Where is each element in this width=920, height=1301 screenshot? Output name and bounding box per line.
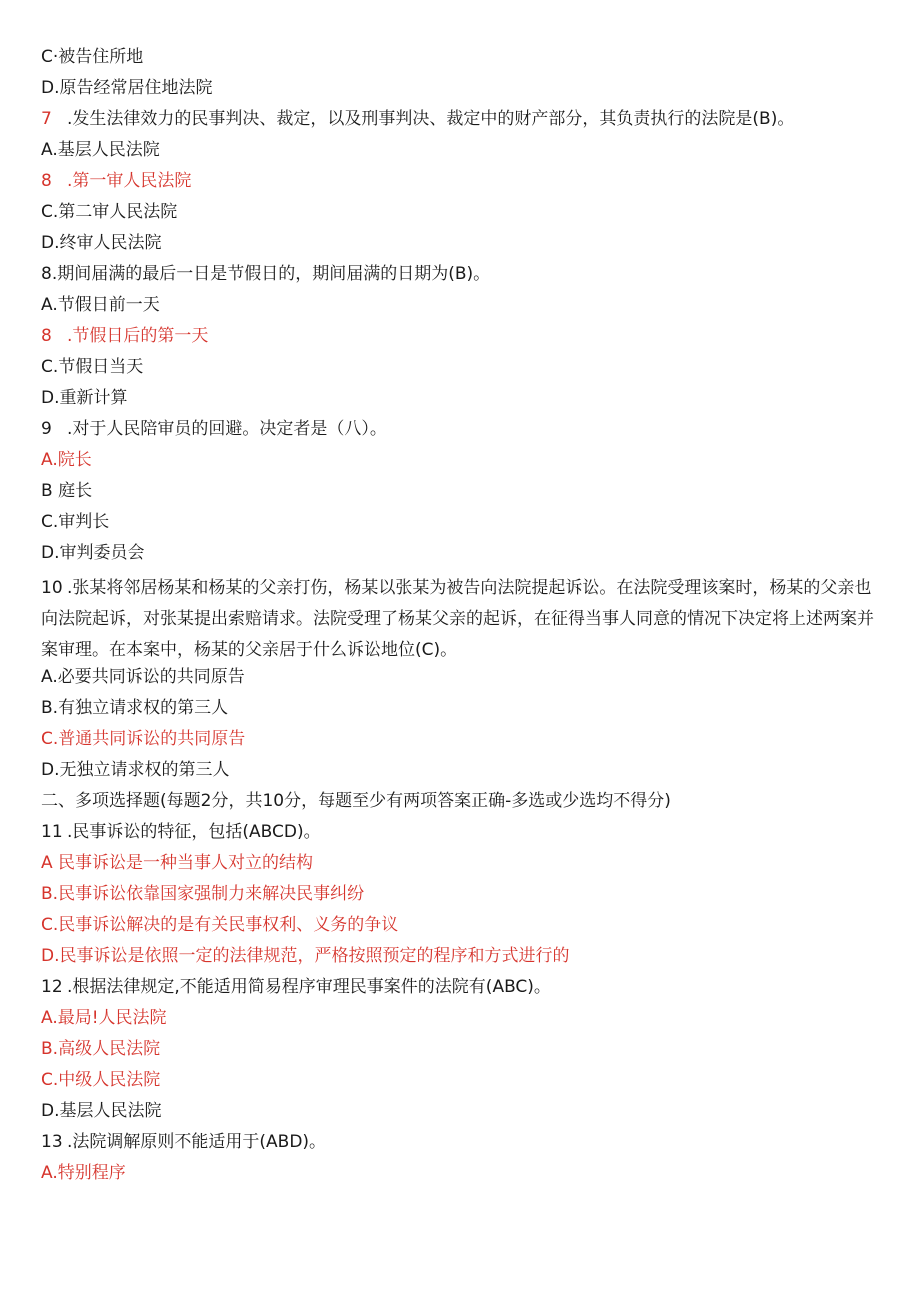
line-text: D.民事诉讼是依照一定的法律规范，严格按照预定的程序和方式进行的	[41, 946, 570, 966]
line-text: B.高级人民法院	[41, 1039, 161, 1059]
document-line	[41, 201, 177, 223]
line-text: .法院调解原则不能适用于(ABD)。	[67, 1132, 327, 1152]
document-line	[41, 480, 92, 502]
document-line	[41, 387, 128, 409]
line-text: C.节假日当天	[41, 357, 144, 377]
line-text: A.基层人民法院	[41, 140, 160, 160]
line-text: .张某将邻居杨某和杨某的父亲打伤，杨某以张某为被告向法院提起诉讼。在法院受理该案时，杨某的父亲也向法院起诉，对张某提出索赔请求。法院受理了杨某父亲的起诉，在征得当事人同意的情况下决定将上述两案并案审理。在本案中，杨某的父亲居于什么诉讼地位(C)。	[41, 578, 874, 660]
document-line	[41, 108, 794, 130]
line-text: D.基层人民法院	[41, 1101, 162, 1121]
question-number: 13	[41, 1132, 63, 1152]
line-text: A.必要共同诉讼的共同原告	[41, 667, 245, 687]
document-line	[41, 1069, 160, 1091]
line-text: D.无独立请求权的第三人	[41, 760, 230, 780]
line-text: D.原告经常居住地法院	[41, 78, 213, 98]
line-text: C.审判长	[41, 512, 110, 532]
document-line	[41, 1007, 167, 1029]
document-line	[41, 1162, 126, 1184]
question-number: 8	[41, 326, 52, 346]
document-line	[41, 77, 213, 99]
document-line	[41, 976, 551, 998]
document-line	[41, 666, 245, 688]
document-line	[41, 852, 313, 874]
question-number: 10	[41, 578, 63, 598]
line-text: B 庭长	[41, 481, 93, 501]
document-line	[41, 232, 162, 254]
document-line	[41, 356, 143, 378]
document-line	[41, 418, 387, 440]
document-line	[41, 573, 883, 666]
document-line	[41, 542, 145, 564]
line-text: .根据法律规定,不能适用简易程序审理民事案件的法院有(ABC)。	[67, 977, 551, 997]
line-text: D.审判委员会	[41, 543, 145, 563]
line-text: 二、多项选择题(每题2分，共10分，每题至少有两项答案正确-多选或少选均不得分)	[41, 791, 671, 811]
line-text: .对于人民陪审员的回避。决定者是（八）。	[67, 419, 387, 439]
document-line	[41, 697, 228, 719]
document-line	[41, 449, 92, 471]
document-line	[41, 759, 230, 781]
line-text: C·被告住所地	[41, 47, 144, 67]
line-text: .发生法律效力的民事判决、裁定，以及刑事判决、裁定中的财产部分，其负责执行的法院是(B)。	[67, 109, 795, 129]
question-number: 11	[41, 822, 63, 842]
line-text: B.有独立请求权的第三人	[41, 698, 229, 718]
document-line	[41, 945, 570, 967]
document-line	[41, 821, 321, 843]
line-text: C.民事诉讼解决的是有关民事权利、义务的争议	[41, 915, 399, 935]
line-text: A 民事诉讼是一种当事人对立的结构	[41, 853, 314, 873]
line-text: D.终审人民法院	[41, 233, 162, 253]
question-number: 7	[41, 109, 52, 129]
line-text: A.节假日前一天	[41, 295, 160, 315]
document-line	[41, 728, 245, 750]
question-number: 9	[41, 419, 52, 439]
line-text: B.民事诉讼依靠国家强制力来解决民事纠纷	[41, 884, 365, 904]
document-line	[41, 325, 208, 347]
line-text: C.第二审人民法院	[41, 202, 178, 222]
line-text: .第一审人民法院	[67, 171, 192, 191]
document-line	[41, 914, 398, 936]
line-text: C.普通共同诉讼的共同原告	[41, 729, 246, 749]
document-line	[41, 263, 490, 285]
line-text: A.最局!人民法院	[41, 1008, 167, 1028]
question-number: 12	[41, 977, 63, 997]
line-text: 8.期间届满的最后一日是节假日的，期间届满的日期为(B)。	[41, 264, 491, 284]
line-text: C.中级人民法院	[41, 1070, 161, 1090]
document-line	[41, 883, 364, 905]
document-line	[41, 170, 191, 192]
line-text: D.重新计算	[41, 388, 128, 408]
question-number: 8	[41, 171, 52, 191]
document-line	[41, 511, 109, 533]
document-line	[41, 46, 143, 68]
document-line	[41, 1038, 160, 1060]
line-text: .节假日后的第一天	[67, 326, 209, 346]
line-text: A.特别程序	[41, 1163, 126, 1183]
document-line	[41, 294, 160, 316]
line-text: .民事诉讼的特征，包括(ABCD)。	[67, 822, 321, 842]
line-text: A.院长	[41, 450, 92, 470]
document-line	[41, 1100, 162, 1122]
document-line	[41, 139, 160, 161]
document-line	[41, 790, 671, 812]
document-line	[41, 1131, 326, 1153]
